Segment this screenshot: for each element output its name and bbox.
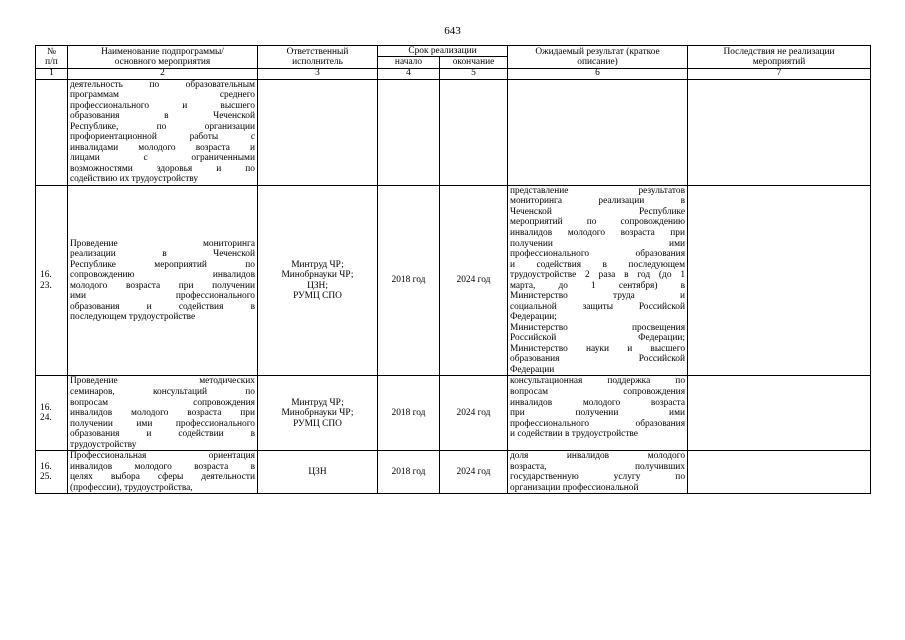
executor (258, 185, 378, 376)
executor-line: Минтруд ЧР; (291, 397, 344, 408)
expected-result-line: и содействии в трудоустройстве (510, 429, 638, 440)
activity-name-line: программам среднего (70, 90, 255, 101)
row-number: 16. 24. (36, 376, 68, 451)
expected-result-line: мероприятий по сопровождению (510, 217, 686, 228)
expected-result-line: образования Российской (510, 354, 686, 365)
executor (258, 376, 378, 451)
executor-line: Минобрнауки ЧР; (281, 408, 354, 419)
executor (258, 451, 378, 494)
table-row (36, 79, 871, 185)
activity-name-line: содействию их трудоустройству (70, 174, 199, 185)
activity-name-line: ими профессионального (70, 291, 255, 302)
activity-name (68, 79, 258, 185)
consequences (688, 376, 871, 451)
end-year: 2024 год (440, 451, 508, 494)
end-year (440, 79, 508, 185)
executor-line: Минтруд ЧР; (291, 259, 344, 270)
activity-name-line: возможностями здоровья и по (70, 163, 255, 174)
expected-result-line: Федерации; (510, 312, 557, 323)
expected-result-line: доля инвалидов молодого (510, 451, 686, 462)
activity-name-line: целях выбора сферы деятельности (70, 472, 255, 483)
header-consequences: Последствия не реализации мероприятий (688, 46, 871, 69)
page-number: 643 (444, 25, 461, 37)
program-activities-table (35, 45, 871, 494)
end-year: 2024 год (440, 185, 508, 376)
end-year: 2024 год (440, 376, 508, 451)
executor-line: РУМЦ СПО (293, 291, 342, 302)
header-row-top (36, 46, 871, 57)
activity-name-line: трудоустройству (70, 439, 137, 450)
table-body (36, 79, 871, 494)
expected-result-line: социальной защиты Российской (510, 301, 686, 312)
expected-result-line: и содействия в последующем (510, 259, 686, 270)
header-executor: Ответственный исполнитель (258, 46, 378, 69)
column-number: 1 (36, 68, 68, 79)
expected-result-line: Министерство науки и высшего (510, 343, 686, 354)
expected-result-line: возраста, получивших (510, 461, 686, 472)
expected-result-line: трудоустройстве 2 раза в год (до 1 (510, 270, 686, 281)
executor-line: Минобрнауки ЧР; (281, 270, 354, 281)
activity-name-line: Профессиональная ориентация (70, 451, 255, 462)
expected-result-line: Министерство труда и (510, 291, 686, 302)
consequences (688, 185, 871, 376)
expected-result-line: консультационная поддержка по (510, 376, 686, 387)
expected-result-line: инвалидов молодого возраста (510, 397, 686, 408)
activity-name-line: сопровождению инвалидов (70, 270, 255, 281)
expected-result (508, 79, 688, 185)
start-year (378, 79, 440, 185)
activity-name-line: получении ими профессионального (70, 418, 255, 429)
column-number: 2 (68, 68, 258, 79)
activity-name-line: молодого возраста при получении (70, 280, 255, 291)
start-year: 2018 год (378, 451, 440, 494)
expected-result (508, 185, 688, 376)
header-result: Ожидаемый результат (краткое описание) (508, 46, 688, 69)
row-number: 16. 25. (36, 451, 68, 494)
column-number: 3 (258, 68, 378, 79)
activity-name-line: профориентационной работы с (70, 132, 255, 143)
expected-result-line: государственную услугу по (510, 472, 686, 483)
expected-result-line: при получении ими (510, 408, 686, 419)
executor-line: ЦЗН (308, 466, 327, 477)
column-number: 6 (508, 68, 688, 79)
expected-result-line: представление результатов (510, 185, 686, 196)
expected-result-line: мониторинга реализации в (510, 196, 686, 207)
expected-result-line: профессионального образования (510, 249, 686, 260)
start-year: 2018 год (378, 185, 440, 376)
executor-line: ЦЗН; (307, 280, 328, 291)
table-row (36, 185, 871, 376)
header-end: окончание (440, 57, 508, 68)
activity-name-line: инвалидов молодого возраста в (70, 461, 255, 472)
expected-result-line: Российской Федерации; (510, 333, 686, 344)
activity-name-line: последующем трудоустройстве (70, 312, 196, 323)
activity-name (68, 451, 258, 494)
column-number: 7 (688, 68, 871, 79)
expected-result-line: получении ими (510, 238, 686, 249)
consequences (688, 79, 871, 185)
activity-name-line: инвалидов молодого возраста при (70, 408, 255, 419)
executor (258, 79, 378, 185)
expected-result-line: марта, до 1 сентября) в (510, 280, 686, 291)
row-number: 16. 23. (36, 185, 68, 376)
activity-name-line: образования и содействии в (70, 429, 255, 440)
activity-name-line: инвалидами молодого возраста и (70, 142, 255, 153)
activity-name-line: образования в Чеченской (70, 111, 255, 122)
table-row (36, 451, 871, 494)
header-name: Наименование подпрограммы/ основного мероприятия (68, 46, 258, 69)
activity-name-line: образования и содействия в (70, 301, 255, 312)
activity-name (68, 185, 258, 376)
consequences (688, 451, 871, 494)
activity-name-line: Проведение мониторинга (70, 238, 255, 249)
activity-name-line: лицами с ограниченными (70, 153, 255, 164)
activity-name-line: Республике, по организации (70, 121, 255, 132)
activity-name-line: профессионального и высшего (70, 100, 255, 111)
expected-result (508, 451, 688, 494)
expected-result-line: Чеченской Республике (510, 206, 686, 217)
header-number: № п/п (36, 46, 68, 69)
row-number (36, 79, 68, 185)
table-row (36, 376, 871, 451)
expected-result-line: Федерации (510, 364, 555, 375)
header-start: начало (378, 57, 440, 68)
activity-name-line: Республике мероприятий по (70, 259, 255, 270)
activity-name (68, 376, 258, 451)
column-number: 4 (378, 68, 440, 79)
column-number: 5 (440, 68, 508, 79)
expected-result-line: профессионального образования (510, 418, 686, 429)
activity-name-line: вопросам сопровождения (70, 397, 255, 408)
expected-result-line: инвалидов молодого возраста при (510, 228, 686, 238)
executor-line: РУМЦ СПО (293, 418, 342, 429)
activity-name-line: деятельность по образовательным (70, 79, 255, 90)
column-number-row (36, 68, 871, 79)
header-period: Срок реализации (378, 46, 508, 57)
activity-name-line: Проведение методических (70, 376, 255, 387)
start-year: 2018 год (378, 376, 440, 451)
expected-result-line: организации профессиональной (510, 482, 639, 493)
activity-name-line: семинаров, консультаций по (70, 386, 255, 397)
expected-result (508, 376, 688, 451)
expected-result-line: Министерство просвещения (510, 322, 686, 333)
activity-name-line: (профессии), трудоустройства, (70, 482, 193, 493)
expected-result-line: вопросам сопровождения (510, 386, 686, 397)
activity-name-line: реализации в Чеченской (70, 249, 255, 260)
